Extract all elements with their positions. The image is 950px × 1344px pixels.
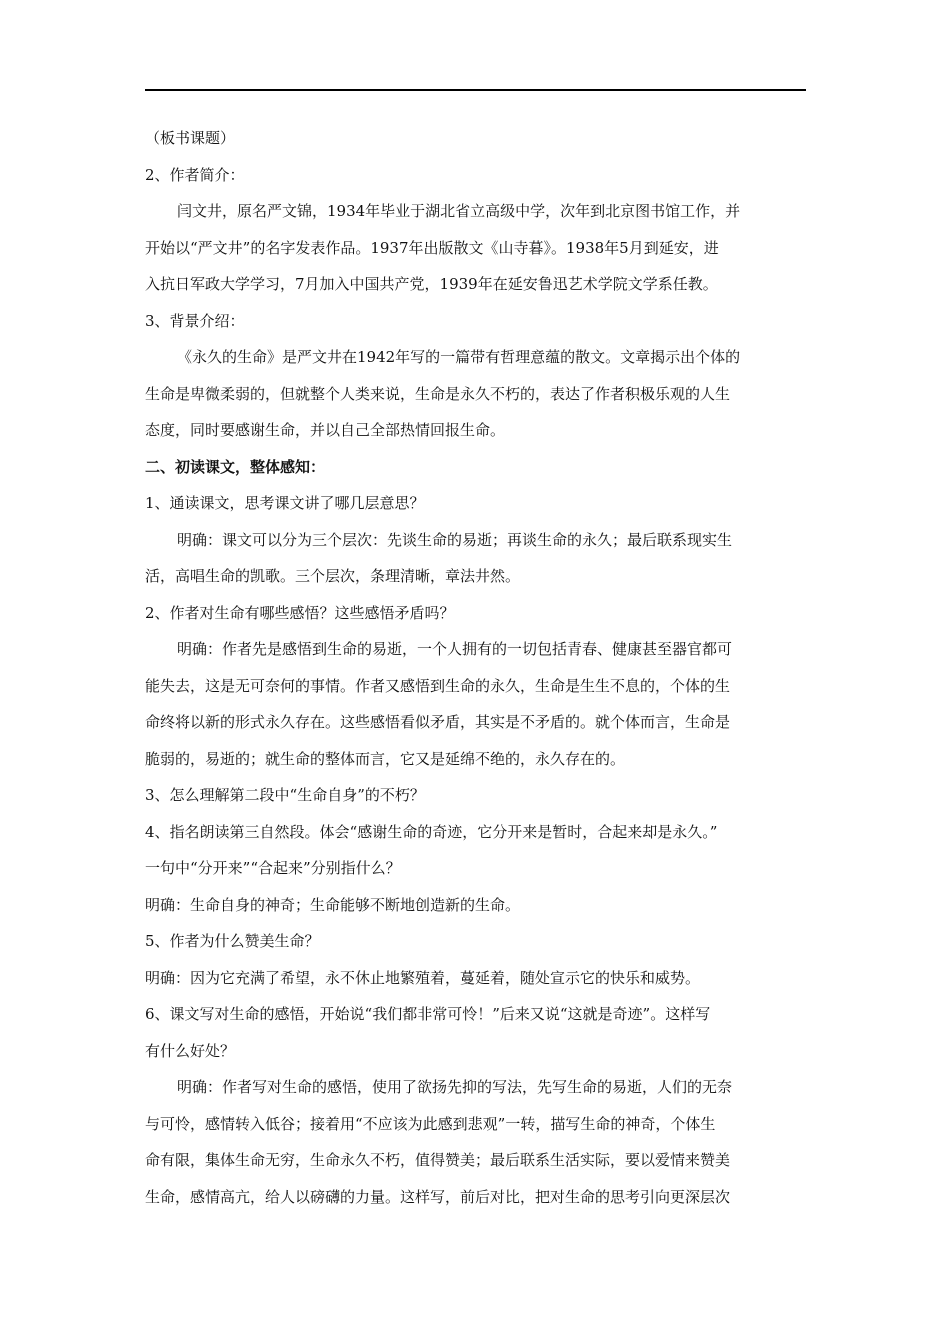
text-line: 命有限，集体生命无穷，生命永久不朽，值得赞美；最后联系生活实际，要以爱情来赞美 — [145, 1151, 731, 1169]
text-line: 态度，同时要感谢生命，并以自己全部热情回报生命。 — [145, 421, 506, 439]
text-line: 活，高唱生命的凯歌。三个层次，条理清晰，章法井然。 — [145, 567, 521, 585]
document-body — [145, 120, 806, 1215]
text-line: 5、作者为什么赞美生命？ — [145, 932, 320, 950]
text-line: 与可怜，感情转入低谷；接着用“不应该为此感到悲观”一转，描写生命的神奇，个体生 — [145, 1114, 716, 1133]
text-line: 一句中“分开来”“合起来”分别指什么？ — [145, 859, 401, 877]
text-line: 明确：作者写对生命的感悟，使用了欲扬先抑的写法，先写生命的易逝，人们的无奈 — [177, 1078, 733, 1096]
text-line: 脆弱的，易逝的；就生命的整体而言，它又是延绵不绝的，永久存在的。 — [145, 749, 626, 768]
text-line: 3、背景介绍： — [145, 311, 245, 330]
header-rule — [145, 89, 806, 91]
text-line: 生命是卑微柔弱的，但就整个人类来说，生命是永久不朽的，表达了作者积极乐观的人生 — [145, 384, 731, 403]
text-line: 《永久的生命》是严文井在1942年写的一篇带有哲理意蕴的散文。文章揭示出个体的 — [177, 348, 741, 366]
text-line: 闫文井，原名严文锦，1934年毕业于湖北省立高级中学，次年到北京图书馆工作，并 — [177, 202, 741, 220]
text-line: 明确：因为它充满了希望，永不休止地繁殖着，蔓延着，随处宣示它的快乐和威势。 — [145, 968, 701, 987]
text-line: 开始以“严文井”的名字发表作品。1937年出版散文《山寺暮》。1938年5月到延安，进 — [145, 238, 719, 257]
text-line: 明确：课文可以分为三个层次：先谈生命的易逝；再谈生命的永久；最后联系现实生 — [177, 530, 733, 549]
text-line: 2、作者对生命有哪些感悟？这些感悟矛盾吗？ — [145, 603, 455, 622]
text-line: 能失去，这是无可奈何的事情。作者又感悟到生命的永久，生命是生生不息的，个体的生 — [145, 676, 731, 695]
text-line: 6、课文写对生命的感悟，开始说“我们都非常可怜！”后来又说“这就是奇迹”。这样写 — [145, 1005, 711, 1023]
text-line: 入抗日军政大学学习，7月加入中国共产党，1939年在延安鲁迅艺术学院文学系任教。 — [145, 275, 718, 293]
section-heading: 二、初读课文，整体感知： — [145, 457, 326, 476]
text-line: 明确：作者先是感悟到生命的易逝，一个人拥有的一切包括青春、健康甚至器官都可 — [177, 640, 733, 658]
text-line: 命终将以新的形式永久存在。这些感悟看似矛盾，其实是不矛盾的。就个体而言，生命是 — [145, 713, 731, 731]
text-line: 3、怎么理解第二段中“生命自身”的不朽？ — [145, 786, 425, 804]
text-line: 1、通读课文，思考课文讲了哪几层意思？ — [145, 494, 425, 512]
text-line: 生命，感情高亢，给人以磅礴的力量。这样写，前后对比，把对生命的思考引向更深层次 — [145, 1187, 731, 1206]
text-line: 有什么好处？ — [145, 1041, 236, 1060]
text-line: 明确：生命自身的神奇；生命能够不断地创造新的生命。 — [145, 895, 521, 914]
text-line: 4、指名朗读第三自然段。体会“感谢生命的奇迹，它分开来是暂时，合起来却是永久。” — [145, 822, 718, 841]
text-line: 2、作者简介： — [145, 165, 245, 184]
text-line: （板书课题） — [145, 129, 236, 147]
